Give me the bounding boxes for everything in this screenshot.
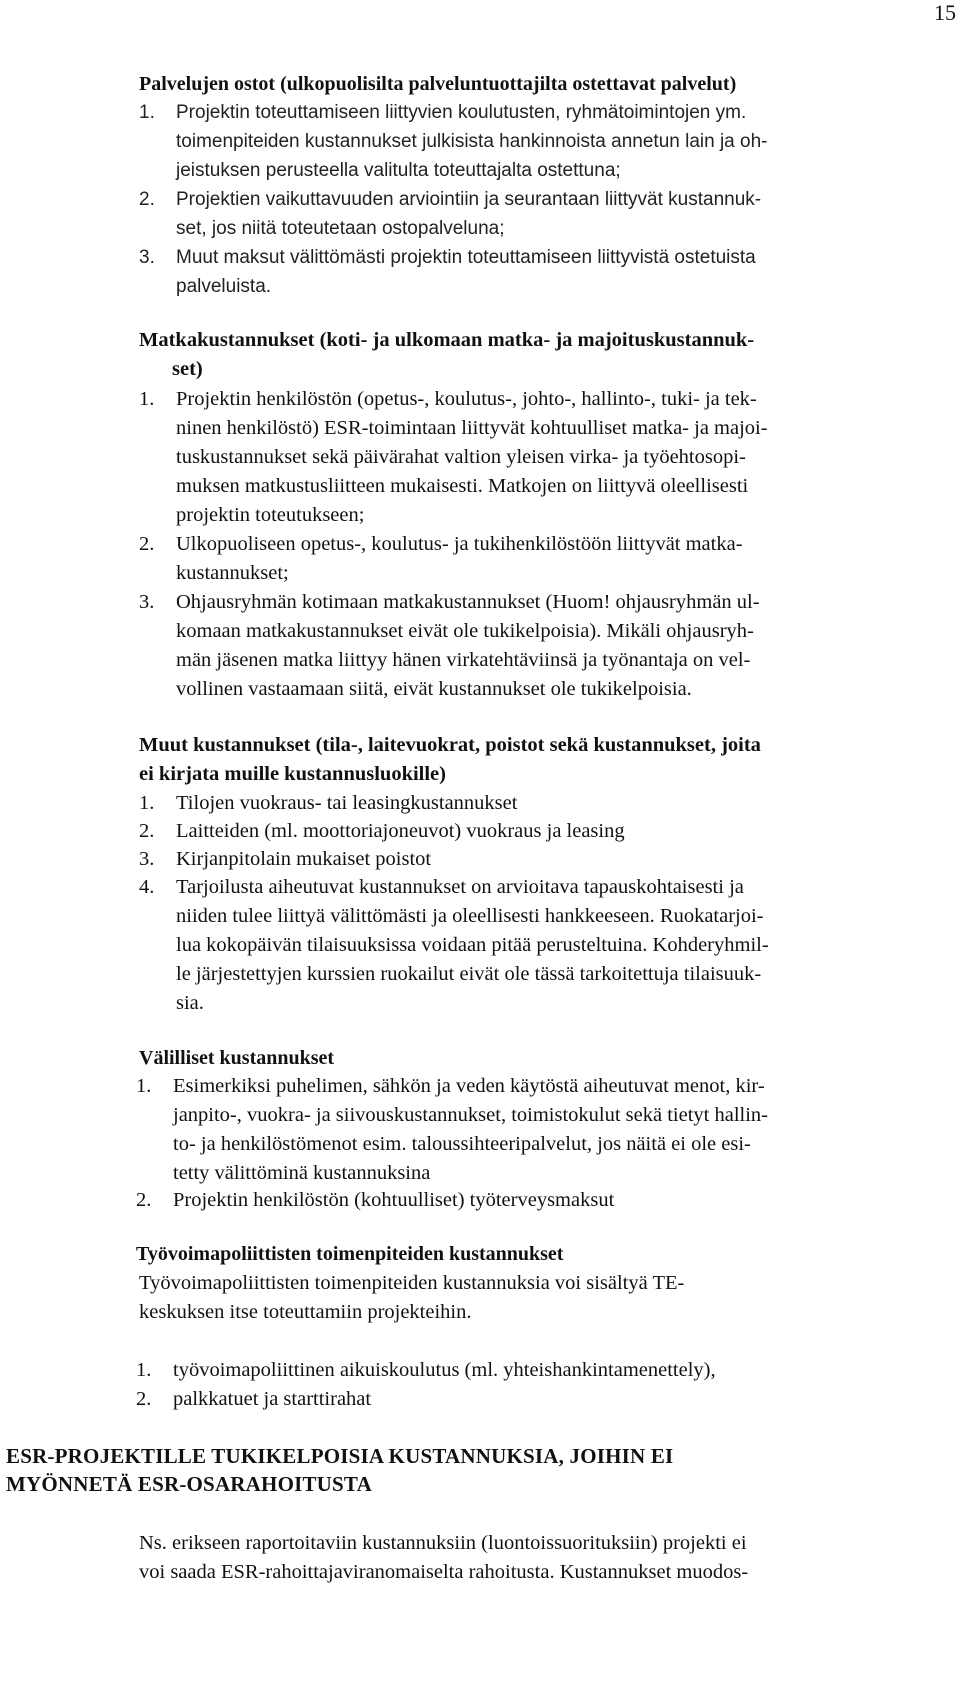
intro-line: Työvoimapoliittisten toimenpiteiden kustannuksia voi sisältyä TE- xyxy=(139,1272,685,1294)
list-item-line: män jäsenen matka liittyy hänen virkatehtäviinsä ja työnantaja on vel- xyxy=(176,649,751,671)
section-heading-matkakustannukset: Matkakustannukset (koti- ja ulkomaan matka- ja majoituskustannuk- xyxy=(139,329,755,351)
list-item-line: työvoimapoliittinen aikuiskoulutus (ml. yhteishankintamenettely), xyxy=(173,1359,716,1381)
list-item-line: Ohjausryhmän kotimaan matkakustannukset (Huom! ohjausryhmän ul- xyxy=(176,591,760,613)
section-heading-muut-kustannukset-cont: ei kirjata muille kustannusluokille) xyxy=(139,763,446,785)
list-item-line: tuskustannukset sekä päivärahat valtion yleisen virka- ja työehtosopi- xyxy=(176,446,746,468)
list-number: 3. xyxy=(139,591,155,613)
list-number: 1. xyxy=(139,388,155,410)
page-number: 15 xyxy=(934,0,956,25)
list-number: 2. xyxy=(139,189,155,210)
list-number: 2. xyxy=(136,1189,152,1211)
list-item-line: palveluista. xyxy=(176,276,272,297)
list-item-line: Projektin henkilöstön (kohtuulliset) työterveysmaksut xyxy=(173,1189,615,1211)
list-item-line: Projektin toteuttamiseen liittyvien koulutusten, ryhmätoimintojen ym. xyxy=(176,102,747,123)
list-number: 1. xyxy=(136,1359,152,1381)
list-item-line: muksen matkustusliitteen mukaisesti. Matkojen on liittyvä oleellisesti xyxy=(176,475,749,497)
list-item-line: tetty välittöminä kustannuksina xyxy=(173,1162,431,1184)
list-number: 2. xyxy=(139,820,155,842)
body-line: Ns. erikseen raportoitaviin kustannuksiin (luontoissuorituksiin) projekti ei xyxy=(139,1532,747,1554)
list-item-line: toimenpiteiden kustannukset julkisista hankinnoista annetun lain ja oh- xyxy=(176,131,768,152)
list-item-line: set, jos niitä toteutetaan ostopalveluna; xyxy=(176,218,505,239)
list-item-line: Tarjoilusta aiheutuvat kustannukset on arvioitava tapauskohtaisesti ja xyxy=(176,876,744,898)
list-item-line: to- ja henkilöstömenot esim. taloussihteeripalvelut, jos näitä ei ole esi- xyxy=(173,1133,751,1155)
section-heading-muut-kustannukset: Muut kustannukset (tila-, laitevuokrat, poistot sekä kustannukset, joita xyxy=(139,734,761,756)
section-heading-tyovoimapoliittiset: Työvoimapoliittisten toimenpiteiden kustannukset xyxy=(136,1243,564,1265)
list-item-line: Laitteiden (ml. moottoriajoneuvot) vuokraus ja leasing xyxy=(176,820,625,842)
intro-line: keskuksen itse toteuttamiin projekteihin. xyxy=(139,1301,472,1323)
list-item-line: kustannukset; xyxy=(176,562,289,584)
list-item-line: Kirjanpitolain mukaiset poistot xyxy=(176,848,432,870)
list-item-line: lua kokopäivän tilaisuuksissa voidaan pitää perusteltuina. Kohderyhmil- xyxy=(176,934,769,956)
list-item-line: palkkatuet ja starttirahat xyxy=(173,1388,372,1410)
list-item-line: komaan matkakustannukset eivät ole tukikelpoisia). Mikäli ohjausryh- xyxy=(176,620,754,642)
section-heading-palvelujen-ostot: Palvelujen ostot (ulkopuolisilta palveluntuottajilta ostettavat palvelut) xyxy=(139,73,737,95)
section-heading-caps-cont: MYÖNNETÄ ESR-OSARAHOITUSTA xyxy=(6,1472,372,1496)
list-item-line: Muut maksut välittömästi projektin toteuttamiseen liittyvistä ostetuista xyxy=(176,247,756,268)
list-item-line: vollinen vastaamaan siitä, eivät kustannukset ole tukikelpoisia. xyxy=(176,678,692,700)
list-item-line: Tilojen vuokraus- tai leasingkustannukset xyxy=(176,792,518,814)
list-item-line: Projektien vaikuttavuuden arviointiin ja seurantaan liittyvät kustannuk- xyxy=(176,189,762,210)
list-item-line: le järjestettyjen kurssien ruokailut eivät ole tässä tarkoitettuja tilaisuuk- xyxy=(176,963,762,985)
list-item-line: ninen henkilöstö) ESR-toimintaan liittyvät kohtuulliset matka- ja majoi- xyxy=(176,417,768,439)
list-number: 1. xyxy=(136,1075,152,1097)
list-number: 3. xyxy=(139,247,155,268)
list-number: 2. xyxy=(136,1388,152,1410)
body-line: voi saada ESR-rahoittajaviranomaiselta rahoitusta. Kustannukset muodos- xyxy=(139,1561,749,1583)
list-item-line: Esimerkiksi puhelimen, sähkön ja veden käytöstä aiheutuvat menot, kir- xyxy=(173,1075,765,1097)
list-item-line: Projektin henkilöstön (opetus-, koulutus-, johto-, hallinto-, tuki- ja tek- xyxy=(176,388,757,410)
list-number: 3. xyxy=(139,848,155,870)
list-item-line: janpito-, vuokra- ja siivouskustannukset, toimistokulut sekä tietyt hallin- xyxy=(173,1104,768,1126)
list-item-line: projektin toteutukseen; xyxy=(176,504,365,526)
list-item-line: jeistuksen perusteella valitulta toteuttajalta ostettuna; xyxy=(176,160,621,181)
list-item-line: Ulkopuoliseen opetus-, koulutus- ja tukihenkilöstöön liittyvät matka- xyxy=(176,533,743,555)
list-item-line: niiden tulee liittyä välittömästi ja oleellisesti hankkeeseen. Ruokatarjoi- xyxy=(176,905,764,927)
list-number: 1. xyxy=(139,792,155,814)
list-number: 1. xyxy=(139,102,155,123)
list-number: 2. xyxy=(139,533,155,555)
section-heading-caps: ESR-PROJEKTILLE TUKIKELPOISIA KUSTANNUKSIA, JOIHIN EI xyxy=(6,1444,674,1468)
list-item-line: sia. xyxy=(176,992,204,1014)
section-heading-valilliset-kustannukset: Välilliset kustannukset xyxy=(139,1047,335,1069)
section-heading-matkakustannukset-cont: set) xyxy=(172,358,203,380)
list-number: 4. xyxy=(139,876,155,898)
